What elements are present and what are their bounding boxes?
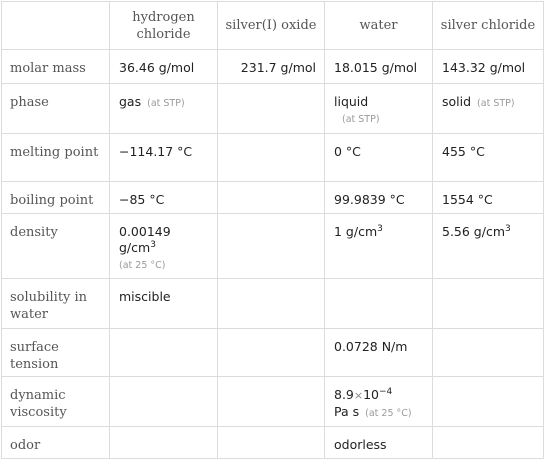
cell-note: (at STP)	[342, 114, 380, 125]
table-cell	[325, 84, 433, 134]
cell-note: (at 25 °C)	[365, 408, 412, 419]
table-cell: 231.7 g/mol	[218, 50, 325, 84]
row-label: odor	[2, 427, 110, 459]
table-cell: odorless	[325, 427, 433, 459]
table-row	[2, 377, 544, 427]
table-row	[2, 84, 544, 134]
cell-sup: 3	[505, 223, 511, 234]
row-label: solubility in water	[2, 279, 110, 329]
table-cell	[325, 279, 433, 329]
table-cell	[110, 427, 218, 459]
table-cell	[218, 377, 325, 427]
cell-value: 5.56 g/cm	[442, 224, 506, 239]
table-cell	[110, 377, 218, 427]
row-label: melting point	[2, 134, 110, 182]
row-label: surface tension	[2, 329, 110, 377]
column-header: silver(I) oxide	[218, 2, 325, 50]
times-sign: ×	[353, 389, 364, 402]
column-header: silver chloride	[433, 2, 544, 50]
corner-cell	[2, 2, 110, 50]
cell-value: liquid	[334, 94, 369, 109]
cell-note: (at STP)	[477, 98, 515, 109]
table-cell	[433, 427, 544, 459]
row-label: boiling point	[2, 182, 110, 214]
row-label: density	[2, 214, 110, 279]
table-cell	[218, 182, 325, 214]
table-cell: 18.015 g/mol	[325, 50, 433, 84]
table-cell	[110, 84, 218, 134]
table-cell	[218, 214, 325, 279]
cell-sup: 3	[150, 239, 156, 250]
cell-value: solid	[442, 94, 472, 109]
cell-value: 1 g/cm	[334, 224, 378, 239]
table-row	[2, 279, 544, 329]
table-row	[2, 50, 544, 84]
cell-unit: Pa s	[334, 404, 360, 419]
cell-sup: 3	[377, 223, 383, 234]
column-header: hydrogen chloride	[110, 2, 218, 50]
row-label: molar mass	[2, 50, 110, 84]
table-row	[2, 329, 544, 377]
cell-note: (at STP)	[147, 98, 185, 109]
row-label: phase	[2, 84, 110, 134]
table-cell	[218, 134, 325, 182]
row-label: dynamic viscosity	[2, 377, 110, 427]
column-header: water	[325, 2, 433, 50]
table-cell	[433, 377, 544, 427]
cell-value: 0.00149	[119, 224, 171, 239]
table-cell: 1554 °C	[433, 182, 544, 214]
table-cell	[325, 377, 433, 427]
table-cell: 0.0728 N/m	[325, 329, 433, 377]
cell-base: 10	[363, 387, 380, 402]
table-cell: 36.46 g/mol	[110, 50, 218, 84]
cell-value: gas	[119, 94, 142, 109]
table-row	[2, 214, 544, 279]
table-row	[2, 427, 544, 459]
table-cell: 455 °C	[433, 134, 544, 182]
cell-mantissa: 8.9	[334, 387, 354, 402]
table-cell	[433, 279, 544, 329]
header-row	[2, 2, 544, 50]
table-cell	[218, 84, 325, 134]
table-cell	[218, 427, 325, 459]
properties-table	[1, 1, 544, 459]
table-cell: −85 °C	[110, 182, 218, 214]
table-cell	[110, 214, 218, 279]
table-cell: miscible	[110, 279, 218, 329]
table-cell	[433, 329, 544, 377]
cell-unit: g/cm	[119, 240, 151, 255]
table-cell	[325, 214, 433, 279]
table-cell	[218, 329, 325, 377]
cell-exponent: −4	[379, 386, 393, 397]
cell-note: (at 25 °C)	[119, 260, 166, 271]
table-row	[2, 182, 544, 214]
table-cell	[433, 214, 544, 279]
table-row	[2, 134, 544, 182]
table-cell: 143.32 g/mol	[433, 50, 544, 84]
table-cell	[218, 279, 325, 329]
table-cell	[433, 84, 544, 134]
table-cell: −114.17 °C	[110, 134, 218, 182]
table-cell: 99.9839 °C	[325, 182, 433, 214]
table-cell	[110, 329, 218, 377]
table-cell: 0 °C	[325, 134, 433, 182]
